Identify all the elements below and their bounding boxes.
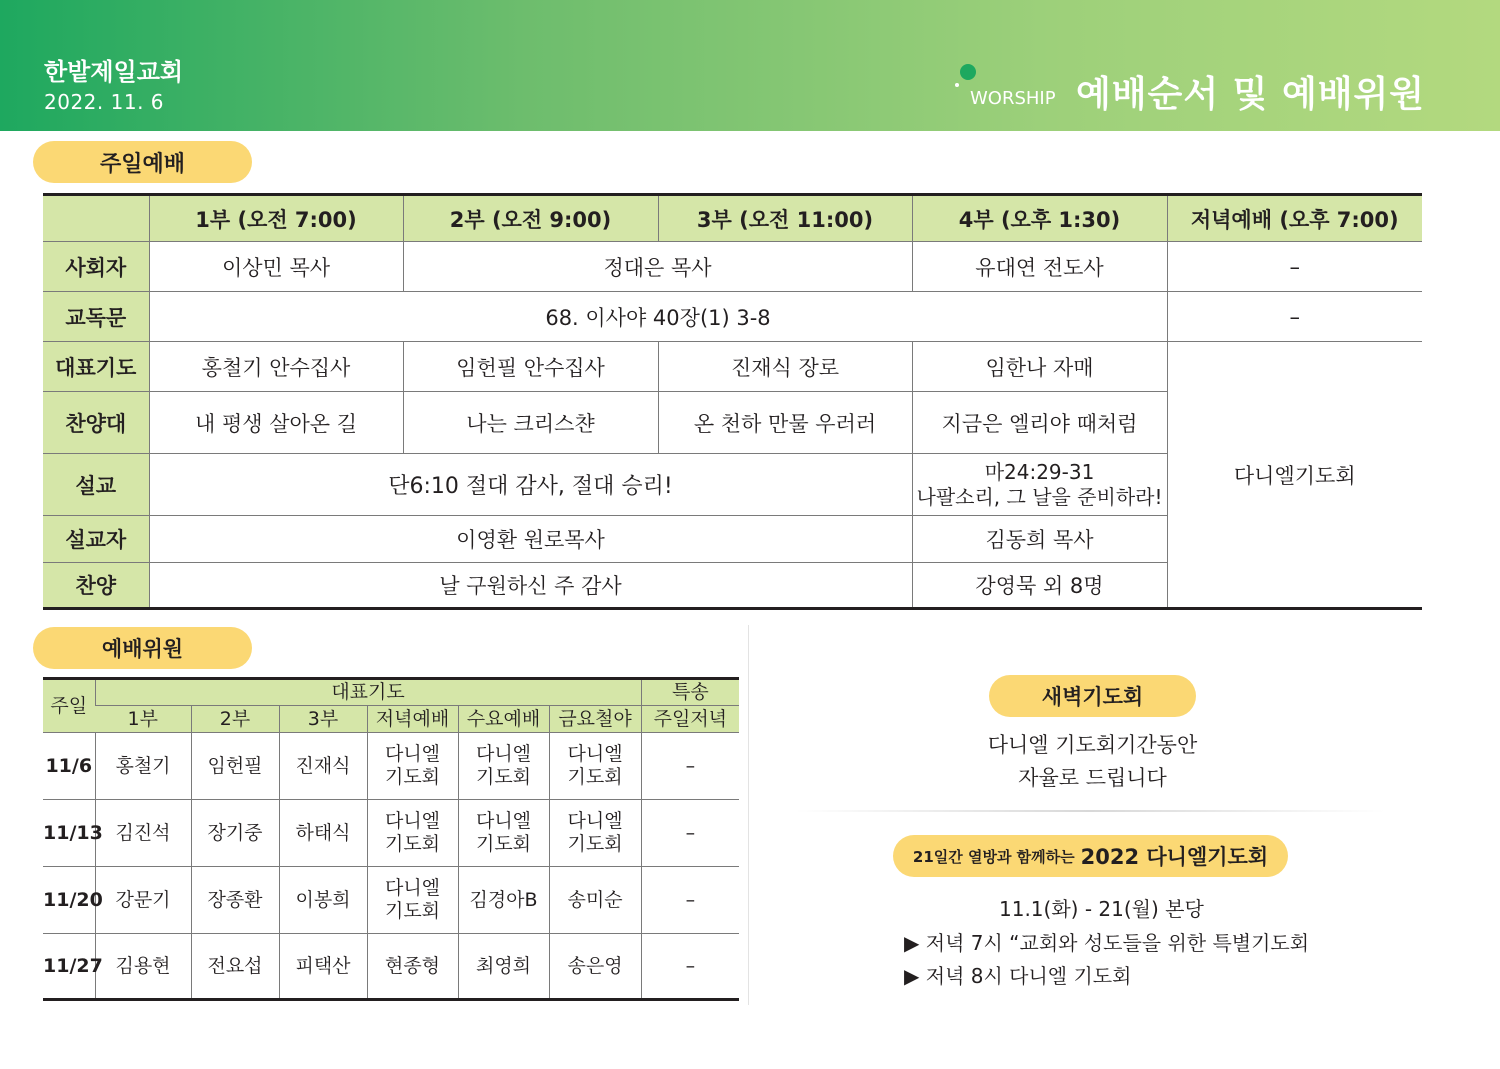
header-banner — [0, 0, 1500, 131]
row-label: 설교 — [43, 454, 149, 516]
row-label: 설교자 — [43, 516, 149, 563]
column-divider — [748, 625, 749, 1005]
section-divider — [795, 810, 1385, 812]
prayer-s3: 진재식 장로 — [658, 342, 912, 392]
sermon-s4-title: 나팔소리, 그 날을 준비하라! — [916, 484, 1163, 509]
host-s23: 정대은 목사 — [403, 242, 912, 292]
sunday-service-table — [43, 193, 1422, 610]
daniel-heading-main: 2022 다니엘기도회 — [1080, 845, 1269, 869]
cell — [549, 733, 641, 800]
row-label: 대표기도 — [43, 342, 149, 392]
column-header: 2부 (오전 9:00) — [403, 195, 658, 242]
row-date: 11/6 — [43, 733, 95, 800]
subheader: 1부 — [95, 706, 191, 733]
choir-s3: 온 천하 만물 우러러 — [658, 392, 912, 454]
row-date: 11/20 — [43, 867, 95, 934]
evening-merged-cell: 다니엘기도회 — [1167, 342, 1422, 609]
row-label: 사회자 — [43, 242, 149, 292]
row-date: 11/13 — [43, 800, 95, 867]
host-evening: – — [1167, 242, 1422, 292]
cell: – — [641, 800, 739, 867]
bulletin-date: 2022. 11. 6 — [44, 90, 165, 114]
special-header: 특송 — [641, 679, 739, 706]
cell-line: 다니엘 — [475, 743, 532, 765]
sunday-service-heading: 주일예배 — [33, 141, 252, 183]
cell-line: 기도회 — [384, 833, 441, 855]
sermon-s123: 단6:10 절대 감사, 절대 승리! — [149, 454, 912, 516]
cell: 김진석 — [95, 800, 191, 867]
subheader: 금요철야 — [549, 706, 641, 733]
cell — [367, 800, 458, 867]
cell: 전요섭 — [191, 934, 279, 1000]
table-row — [43, 867, 739, 934]
cell: 이봉희 — [279, 867, 367, 934]
cell-line: 다니엘 — [475, 810, 532, 832]
daniel-prayer-heading — [893, 835, 1288, 877]
cell-line: 기도회 — [384, 900, 441, 922]
daniel-item-2 — [904, 960, 1131, 989]
praise-s4: 강영묵 외 8명 — [912, 563, 1167, 609]
dawn-prayer-line1: 다니엘 기도회기간동안 — [987, 733, 1198, 757]
prayer-s2: 임헌필 안수집사 — [403, 342, 658, 392]
cell: – — [641, 934, 739, 1000]
committee-table — [43, 677, 739, 1001]
choir-s4: 지금은 엘리야 때처럼 — [912, 392, 1167, 454]
cell-line: 기도회 — [567, 833, 623, 855]
church-name: 한밭제일교회 — [44, 58, 184, 86]
green-dot-icon — [960, 64, 976, 80]
daniel-item-1-text: 저녁 7시 “교회와 성도들을 위한 특별기도회 — [925, 931, 1310, 955]
daniel-heading-prefix: 21일간 열방과 함께하는 — [912, 847, 1075, 866]
choir-s2: 나는 크리스챤 — [403, 392, 658, 454]
praise-s123: 날 구원하신 주 감사 — [149, 563, 912, 609]
cell-line: 기도회 — [567, 766, 623, 788]
cell-line: 다니엘 — [384, 877, 441, 899]
dawn-prayer-line2: 자율로 드립니다 — [1018, 766, 1167, 790]
table-row — [43, 934, 739, 1000]
cell — [458, 800, 549, 867]
bullet-arrow-icon: ▶ — [904, 931, 920, 955]
subheader: 3부 — [279, 706, 367, 733]
row-label: 교독문 — [43, 292, 149, 342]
page-title: 예배순서 및 예배위원 — [1076, 74, 1426, 115]
cell: 김경아B — [458, 867, 549, 934]
cell: 김용현 — [95, 934, 191, 1000]
prayer-s1: 홍철기 안수집사 — [149, 342, 403, 392]
cell: 장기중 — [191, 800, 279, 867]
table-row — [43, 733, 739, 800]
cell-line: 기도회 — [475, 766, 532, 788]
prayer-s4: 임한나 자매 — [912, 342, 1167, 392]
cell: 최영희 — [458, 934, 549, 1000]
row-label: 찬양 — [43, 563, 149, 609]
reading-evening: – — [1167, 292, 1422, 342]
cell — [549, 800, 641, 867]
preacher-s4: 김동희 목사 — [912, 516, 1167, 563]
host-s4: 유대연 전도사 — [912, 242, 1167, 292]
subheader: 저녁예배 — [367, 706, 458, 733]
committee-heading: 예배위원 — [33, 627, 252, 669]
cell — [458, 733, 549, 800]
column-header: 3부 (오전 11:00) — [658, 195, 912, 242]
column-header: 1부 (오전 7:00) — [149, 195, 403, 242]
cell-line: 기도회 — [384, 766, 441, 788]
dawn-prayer-heading: 새벽기도회 — [989, 675, 1196, 717]
cell-line: 다니엘 — [567, 743, 623, 765]
cell-line: 기도회 — [475, 833, 532, 855]
cell-line: 다니엘 — [384, 810, 441, 832]
preacher-s123: 이영환 원로목사 — [149, 516, 912, 563]
cell: 현종형 — [367, 934, 458, 1000]
row-date: 11/27 — [43, 934, 95, 1000]
subheader: 수요예배 — [458, 706, 549, 733]
row-label: 찬양대 — [43, 392, 149, 454]
cell: 진재식 — [279, 733, 367, 800]
subheader: 2부 — [191, 706, 279, 733]
cell: 피택산 — [279, 934, 367, 1000]
host-s1: 이상민 목사 — [149, 242, 403, 292]
white-dot-icon — [955, 83, 959, 87]
sermon-s4-ref: 마24:29-31 — [984, 459, 1095, 484]
column-header: 저녁예배 (오후 7:00) — [1167, 195, 1422, 242]
cell: 하태식 — [279, 800, 367, 867]
column-header: 4부 (오후 1:30) — [912, 195, 1167, 242]
cell: 홍철기 — [95, 733, 191, 800]
cell: 임헌필 — [191, 733, 279, 800]
daniel-item-1 — [904, 927, 1309, 956]
reading-s1to4: 68. 이사야 40장(1) 3-8 — [149, 292, 1167, 342]
cell: 강문기 — [95, 867, 191, 934]
choir-s1: 내 평생 살아온 길 — [149, 392, 403, 454]
daniel-item-2-text: 저녁 8시 다니엘 기도회 — [925, 964, 1132, 988]
cell — [367, 867, 458, 934]
cell: 장종환 — [191, 867, 279, 934]
corner-cell — [43, 195, 149, 242]
bullet-arrow-icon: ▶ — [904, 964, 920, 988]
cell: – — [641, 867, 739, 934]
cell — [367, 733, 458, 800]
cell: 송미순 — [549, 867, 641, 934]
week-header: 주일 — [43, 679, 95, 733]
cell: 송은영 — [549, 934, 641, 1000]
worship-label: WORSHIP — [970, 88, 1056, 109]
prayer-header: 대표기도 — [95, 679, 641, 706]
cell: – — [641, 733, 739, 800]
sermon-s4 — [912, 454, 1167, 516]
subheader: 주일저녁 — [641, 706, 739, 733]
table-row — [43, 800, 739, 867]
cell-line: 다니엘 — [567, 810, 623, 832]
cell-line: 다니엘 — [384, 743, 441, 765]
daniel-period: 11.1(화) - 21(월) 본당 — [999, 897, 1204, 921]
